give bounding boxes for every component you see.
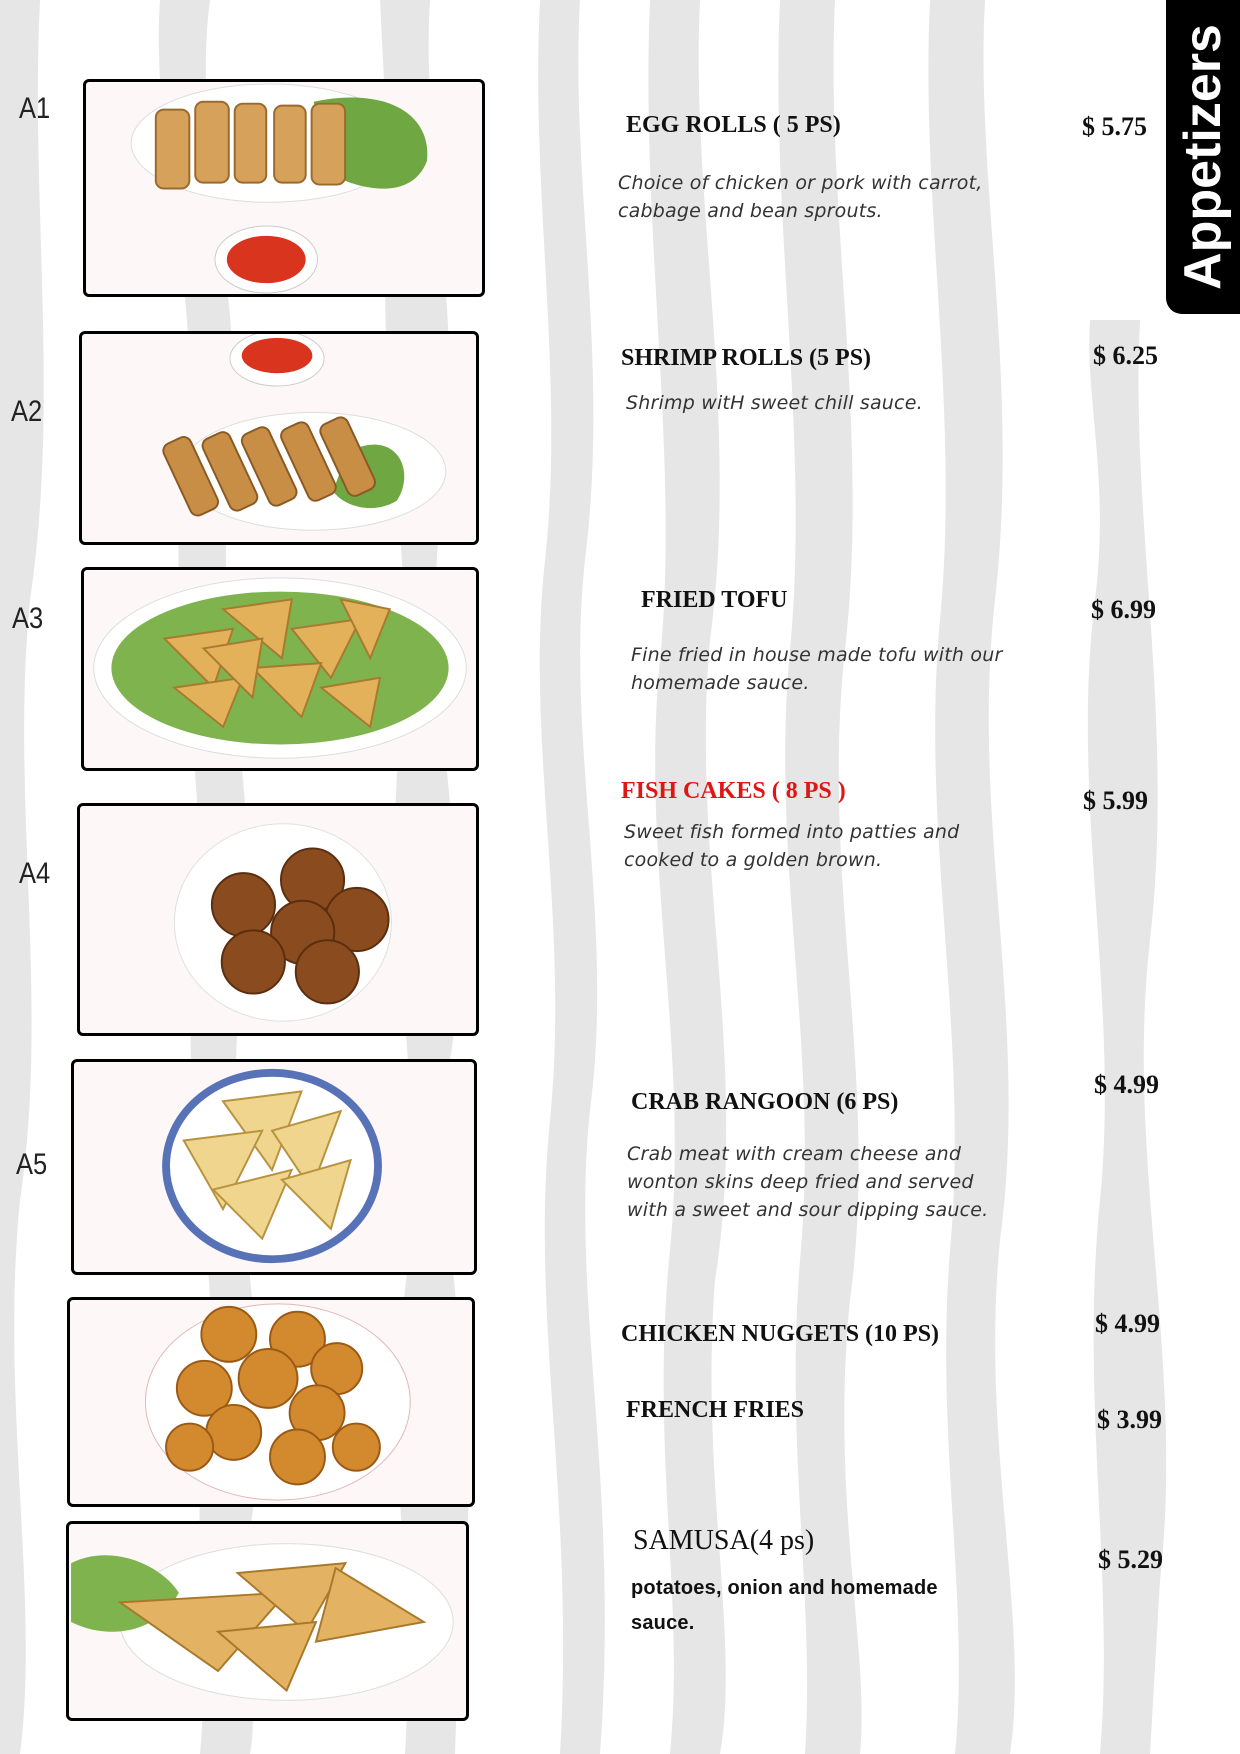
item-code: A3 — [12, 602, 44, 635]
item-description: Fine fried in house made tofu with our homemade sauce. — [631, 644, 1003, 694]
item-price: $ 5.99 — [1083, 786, 1148, 815]
item-description: Sweet fish formed into patties and cooked to a golden brown. — [624, 821, 960, 871]
item-code: A5 — [16, 1148, 48, 1181]
item-price: $ 6.25 — [1093, 341, 1158, 370]
item-price: $ 5.75 — [1082, 112, 1147, 141]
item-name: CRAB RANGOON (6 PS) — [631, 1089, 899, 1115]
crab-rangoon-photo — [71, 1059, 477, 1275]
item-description: Choice of chicken or pork with carrot, cabbage and bean sprouts. — [618, 172, 983, 222]
item-description: potatoes, onion and homemade sauce. — [631, 1577, 938, 1634]
item-description: Crab meat with cream cheese and wonton skins deep fried and served with a sweet and sour dipping sauce. — [627, 1143, 989, 1221]
item-price: $ 3.99 — [1097, 1405, 1162, 1434]
item-name: FRENCH FRIES — [626, 1397, 805, 1423]
item-price: $ 6.99 — [1091, 595, 1156, 624]
egg-rolls-photo — [83, 79, 485, 297]
item-code: A4 — [19, 857, 51, 890]
fried-tofu-photo — [81, 567, 479, 771]
item-code: A2 — [11, 395, 43, 428]
item-price: $ 4.99 — [1094, 1070, 1159, 1099]
chicken-nuggets-photo — [67, 1297, 475, 1507]
fish-cakes-photo — [77, 803, 479, 1036]
shrimp-rolls-photo — [79, 331, 479, 545]
item-name: CHICKEN NUGGETS (10 PS) — [621, 1321, 940, 1347]
item-name: FRIED TOFU — [641, 587, 788, 613]
item-description: Shrimp witH sweet chill sauce. — [626, 392, 923, 414]
samusa-photo — [66, 1521, 469, 1721]
section-title: Appetizers — [1174, 24, 1232, 290]
item-name: SAMUSA(4 ps) — [633, 1525, 815, 1556]
item-name: FISH CAKES ( 8 PS ) — [621, 778, 846, 804]
item-price: $ 4.99 — [1095, 1309, 1160, 1338]
item-code: A1 — [19, 92, 51, 125]
item-name: SHRIMP ROLLS (5 PS) — [621, 345, 872, 371]
section-tab — [1166, 0, 1240, 314]
item-name: EGG ROLLS ( 5 PS) — [626, 112, 841, 138]
item-price: $ 5.29 — [1098, 1545, 1163, 1574]
